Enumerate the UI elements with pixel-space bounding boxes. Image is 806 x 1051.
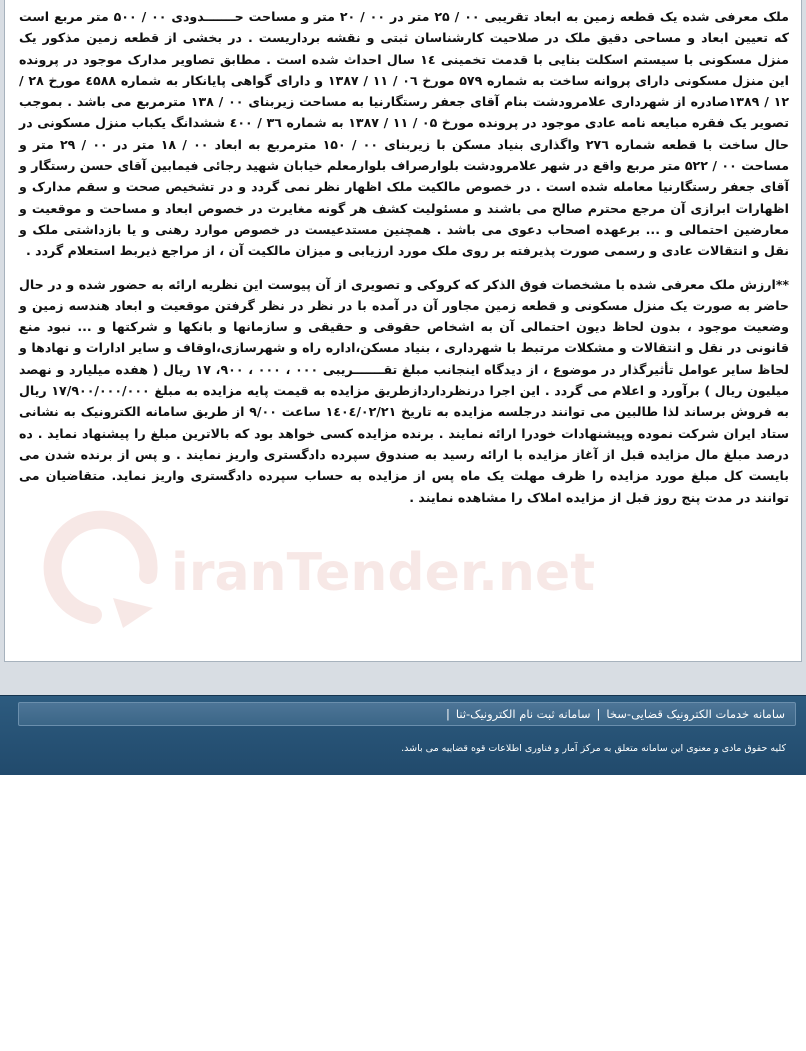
footer-separator: | — [596, 707, 601, 721]
property-description-paragraph: ملک معرفی شده یک قطعه زمین به ابعاد تقریبی ۰۰ / ۲۵ متر در ۰۰ / ۲۰ متر و مساحت حـــــــدودی ۰۰ / ۵۰۰ متر مربع است که تعیین ابعاد و مساحی دقیق ملک در صلاحیت کارشناسان ثبتی و نقشه برداریست . در بخشی از قطعه زمین مذکور یک منزل مسکونی با سیستم اسکلت بنایی با قدمت تخمینی ۱٤ سال احداث شده است . مطابق تصاویر مدارک موجود در پرونده این منزل مسکونی دارای پروانه ساخت به شماره ۵۷۹ مورخ ۰٦ / ۱۱ / ۱۳۸۷ و دارای گواهی پایانکار به شماره ٤۵۸۸ مورخ ۲۸ / ۱۲ / ۱۳۸۹صادره از شهرداری علامرودشت بنام آقای جعفر رستگارنیا به مساحت زیربنای ۰۰ / ۱۳۸ مترمربع می باشد . بموجب تصویر یک فقره مبایعه نامه عادی موجود در پرونده مورخ ۰۵ / ۱۱ / ۱۳۸۷ به شماره ۳٦ / ٤۰۰ ششدانگ یکباب منزل مسکونی در حال ساخت با قطعه شماره ۲۷٦ واگذاری بنیاد مسکن با زیربنای ۰۰ / ۱۵۰ مترمربع به ابعاد ۰۰ / ۱۸ متر در ۰۰ / ۲۹ متر و مساحت ۰۰ / ۵۲۲ متر مربع واقع در شهر علامرودشت بلوارصراف بلوارمعلم خیابان شهید رجائی فیمابین آقای حسن رستگار و آقای جعفر رستگارنیا معامله شده است . در خصوص مالکیت ملک اظهار نظر نمی گردد و در تشخیص صحت و سقم مدارک و اظهارات ابرازی آن مرجع محترم صالح می باشند و مسئولیت کشف هر گونه مغایرت در خصوص ابعاد و مساحت و موقعیت و معارضین احتمالی و ... برعهده اصحاب دعوی می باشد . همچنین مستدعیست در خصوص موارد رهنی و یا بازداشتی ملک و نقل و انتقالات عادی و رسمی صورت پذیرفته بر روی ملک مورد ارزیابی و میزان مالکیت آن ، از مراجع ذیربط استعلام گردد . — [19, 9, 790, 259]
document-panel — [4, 0, 802, 662]
watermark-text: iranTender.net — [171, 543, 596, 603]
footer-link-sana[interactable]: سامانه ثبت نام الکترونیک-ثنا — [455, 707, 591, 721]
footer-link-sakha[interactable]: سامانه خدمات الکترونیک قضایی-سخا — [606, 707, 785, 721]
footer-separator-end: | — [445, 707, 450, 721]
footer-copyright: کلیه حقوق مادی و معنوی این سامانه متعلق به مرکز آمار و فناوری اطلاعات قوه قضاییه می باشد. — [401, 743, 786, 754]
auction-description — [19, 6, 789, 508]
footer-links-bar — [18, 702, 796, 726]
property-valuation-paragraph: **ارزش ملک معرفی شده با مشخصات فوق الذکر که کروکی و تصویری از آن پیوست این نظریه ارائه به حضور شده و در حال حاضر به صورت یک منزل مسکونی و قطعه زمین مجاور آن در آمده با در نظر در نظر گرفتن موقعیت و ابعاد هندسه زمین و وضعیت موجود ، بدون لحاظ دیون احتمالی آن به اشخاص حقوقی و حقیقی و سازمانها و بانکها و شرکتها و ... نبود منع قانونی در نقل و انتقالات و مشکلات مرتبط با شهرداری ، بنیاد مسکن،اداره راه و شهرسازی،اوقاف و سایر ادارات و نهادها و لحاظ سایر عوامل تأثیرگذار در موضوع ، از دیدگاه اینجانب مبلغ تقـــــــریبی ۰۰۰ ، ۰۰۰ ، ۹۰۰، ۱۷ ریال ( هفده میلیارد و نهصد میلیون ریال ) برآورد و اعلام می گردد . این اجرا درنظرداردازطریق مزایده به قیمت پایه مزایده به مبلغ ۱۷/۹۰۰/۰۰۰/۰۰۰ ریال به فروش برساند لذا طالبین می توانند درجلسه مزایده به تاریخ ۱٤۰٤/۰۲/۲۱ ساعت ۹/۰۰ از طریق سامانه الکترونیک به نشانی ستاد ایران شرکت نموده وپیشنهادات خودرا ارائه نمایند . برنده مزایده کسی خواهد بود که بالاترین مبلغ را پیشنهاد نماید . ده درصد مبلغ مال مزایده قبل از آغاز مزایده با ارائه رسید به صندوق سپرده دادگستری واریز نمایند . و پس از برنده شدن می بایست کل مبلغ مورد مزایده را ظرف مهلت یک ماه پس از مزایده به حساب سپرده دادگستری واریز نماید. متقاضیان می توانند در مدت پنج روز قبل از مزایده املاک را مشاهده نمایند . — [19, 276, 790, 505]
watermark-logo-icon — [53, 490, 596, 640]
site-footer — [0, 695, 806, 775]
